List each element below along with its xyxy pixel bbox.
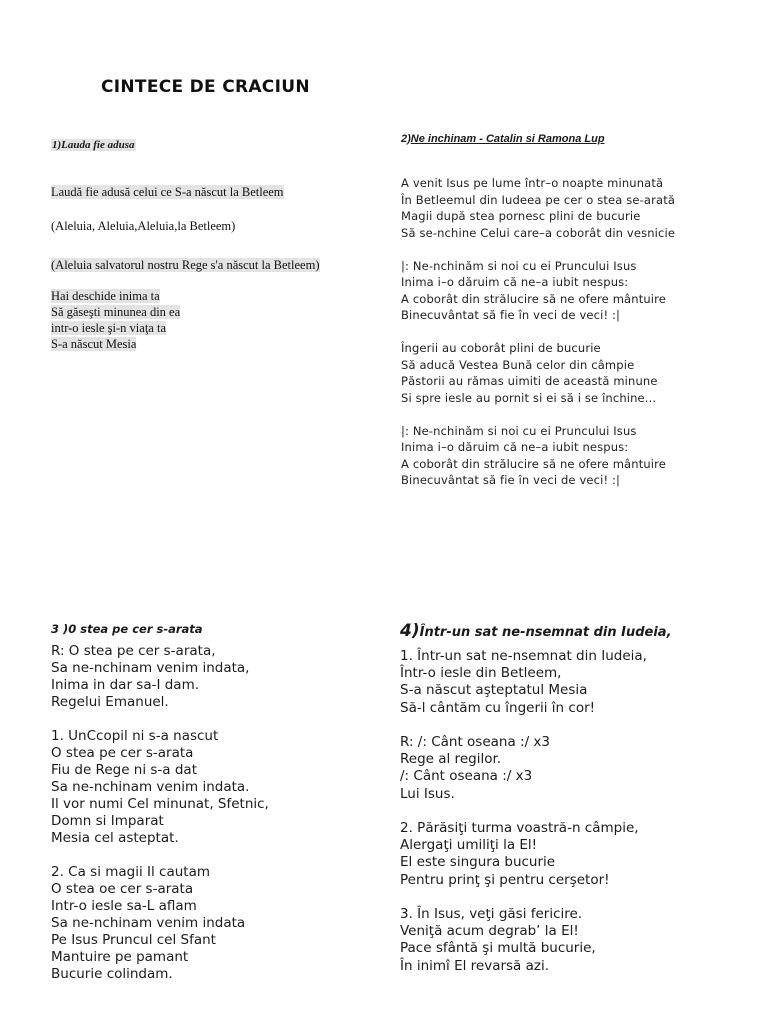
song1-heading: 1)Lauda fie adusa — [52, 139, 135, 151]
lyric-line: 1. Într-un sat ne-nsemnat din Iudeia, — [400, 648, 647, 664]
lyric-line: A coborât din strălucire să ne ofere mântuire — [401, 291, 666, 306]
lyric-line: Domn si Imparat — [51, 813, 164, 829]
song2-heading-number: 2) — [401, 133, 411, 145]
lyric-line: Pe Isus Pruncul cel Sfant — [51, 932, 216, 948]
lyric-line: Fiu de Rege ni s-a dat — [51, 762, 197, 778]
lyric-line: Sa ne-nchinam venim indata, — [51, 660, 250, 676]
lyric-line: Pentru prinţ şi pentru cerşetor! — [400, 871, 610, 888]
lyric-line: Rege al regilor. — [400, 751, 502, 768]
lyric-line: Veniţă acum degrab’ la El! — [400, 923, 579, 940]
lyric-line: Într-o iesle din Betleem, — [400, 665, 562, 682]
lyric-line — [51, 711, 269, 728]
lyric-line — [400, 803, 647, 820]
lyric-line — [401, 241, 675, 258]
lyric-line: Să aducă Vestea Bună celor din câmpie — [401, 357, 635, 372]
lyric-line: /: Cânt oseana :/ x3 — [400, 768, 533, 785]
lyric-line: Să se-nchine Celui care–a coborât din vesnicie — [401, 225, 676, 240]
lyric-line — [401, 324, 675, 341]
lyric-line: S-a născut aşteptatul Mesia — [400, 682, 588, 699]
lyric-line: Il vor numi Cel minunat, Sfetnic, — [51, 796, 269, 812]
lyric-line: Lui Isus. — [400, 785, 455, 802]
lyric-line: A venit Isus pe lume într–o noapte minunată — [401, 176, 664, 190]
song4-heading-title: Într-un sat ne-nsemnat din Iudeia, — [419, 625, 672, 640]
song3-heading: 3 )0 stea pe cer s-arata — [51, 622, 203, 636]
lyric-line: Inima i–o dăruim că ne–a iubit nespus: — [401, 275, 629, 289]
lyric-line — [400, 889, 647, 906]
lyric-line — [51, 288, 180, 304]
lyric-line: Intr-o iesle sa-L aflam — [51, 898, 197, 914]
lyric-line: Si spre iesle au pornit si ei să i se închine... — [401, 390, 657, 405]
song1-block-c — [51, 257, 320, 273]
lyric-line — [401, 406, 675, 423]
lyric-line: Magii după stea pornesc plini de bucurie — [401, 209, 641, 223]
lyric-line: Binecuvântat să fie în veci de veci! :| — [401, 308, 621, 322]
lyric-line: 3. În Isus, veţi găsi fericire. — [400, 906, 583, 923]
lyric-line: Mesia cel asteptat. — [51, 830, 179, 846]
lyric-line: A coborât din strălucire să ne ofere mântuire — [401, 456, 666, 471]
song3-lyrics — [51, 643, 269, 983]
lyric-line — [400, 717, 647, 734]
highlighted-text: Să găseşti minunea din ea — [51, 305, 181, 319]
song4-lyrics — [400, 648, 647, 975]
lyric-line: 1. UnCcopil ni s-a nascut — [51, 728, 219, 744]
lyric-line: Pace sfântă şi multă bucurie, — [400, 940, 596, 957]
highlighted-text: Laudă fie adusă celui ce S-a născut la Betleem — [51, 185, 284, 199]
lyric-line: Inima i–o dăruim că ne–a iubit nespus: — [401, 440, 629, 454]
song4-heading — [400, 621, 672, 641]
lyric-line: Păstorii au rămas uimiti de această minune — [401, 374, 658, 388]
lyric-line: R: O stea pe cer s-arata, — [51, 643, 216, 659]
lyric-line: Să-l cântăm cu îngerii în cor! — [400, 699, 596, 716]
song1-block-d — [51, 288, 180, 352]
lyric-line: Sa ne-nchinam venim indata — [51, 915, 246, 931]
song1-block-b — [51, 218, 235, 234]
highlighted-text: Hai deschide inima ta — [51, 289, 160, 303]
lyric-line: R: /: Cânt oseana :/ x3 — [400, 734, 550, 751]
highlighted-text: (Aleluia salvatorul nostru Rege s'a născut la Betleem) — [51, 258, 320, 272]
lyric-line: 2. Ca si magii Il cautam — [51, 864, 211, 880]
lyric-line: 2. Părăsiţi turma voastră-n câmpie, — [400, 820, 639, 837]
lyric-line: |: Ne-nchinăm si noi cu ei Pruncului Isus — [401, 258, 637, 273]
lyric-line: Alergaţi umiliţi la El! — [400, 837, 538, 854]
lyric-line — [51, 336, 180, 352]
lyric-line: În inimî El revarsă azi. — [400, 957, 550, 974]
lyric-line: O stea oe cer s-arata — [51, 881, 194, 897]
lyric-line — [51, 257, 320, 273]
lyric-line: Mantuire pe pamant — [51, 949, 189, 965]
document-title: CINTECE DE CRACIUN — [101, 77, 310, 97]
song1-block-a — [51, 184, 284, 200]
lyric-line: Regelui Emanuel. — [51, 694, 169, 710]
highlighted-text: intr-o iesle şi-n viaţa ta — [51, 321, 166, 335]
lyric-line: |: Ne-nchinăm si noi cu ei Pruncului Isus — [401, 423, 637, 438]
highlighted-text: S-a născut Mesia — [51, 337, 137, 351]
lyric-line — [51, 184, 284, 200]
song2-heading — [401, 133, 605, 145]
song2-heading-title: Ne inchinam - Catalin si Ramona Lup — [410, 133, 605, 145]
lyric-line: În Betleemul din Iudeea pe cer o stea se-arată — [401, 192, 676, 207]
lyric-line: O stea pe cer s-arata — [51, 745, 194, 761]
lyric-line: Inima in dar sa-I dam. — [51, 677, 200, 693]
lyric-line — [51, 320, 180, 336]
lyric-line: Îngerii au coborât plini de bucurie — [401, 341, 601, 355]
lyric-line — [51, 304, 180, 320]
lyric-line: El este singura bucurie — [400, 854, 556, 871]
lyric-line: Bucurie colindam. — [51, 966, 173, 982]
song2-lyrics — [401, 175, 675, 489]
lyric-line: Sa ne-nchinam venim indata. — [51, 779, 250, 795]
lyric-line — [51, 847, 269, 864]
lyric-line: Binecuvântat să fie în veci de veci! :| — [401, 473, 621, 487]
song4-heading-number: 4) — [400, 621, 420, 641]
lyric-line: (Aleluia, Aleluia,Aleluia,la Betleem) — [51, 219, 236, 233]
